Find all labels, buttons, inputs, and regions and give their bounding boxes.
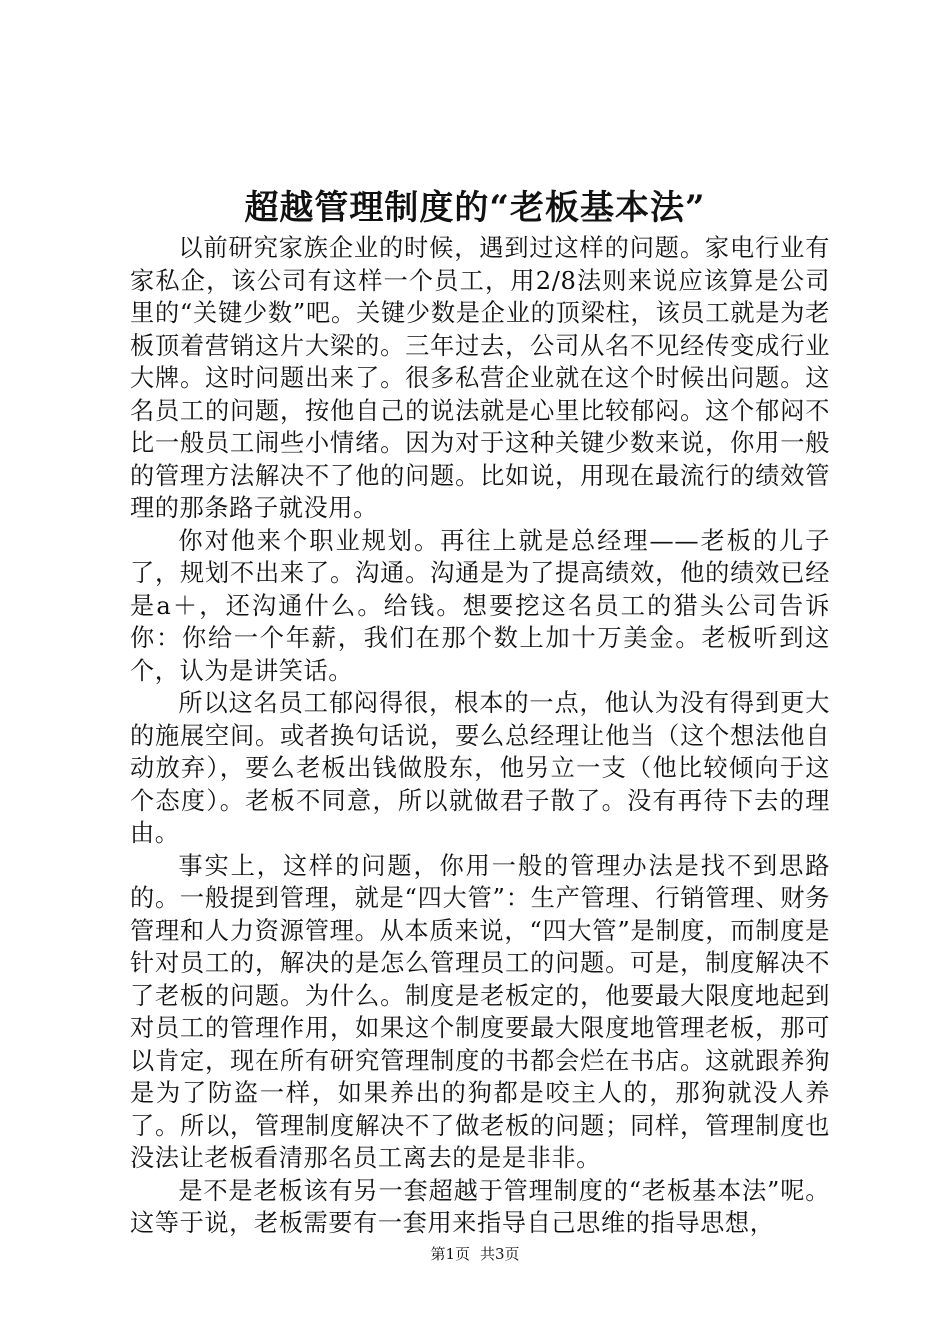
paragraph: 事实上，这样的问题，你用一般的管理办法是找不到思路的。一般提到管理，就是“四大管”：生产管理、行销管理、财务管理和人力资源管理。从本质来说，“四大管”是制度，而制度是针对员工的，解决的是怎么管理员工的问题。可是，制度解决不了老板的问题。为什么。制度是老板定的，他要最大限度地起到对员工的管理作用，如果这个制度要最大限度地管理老板，那可以肯定，现在所有研究管理制度的书都会烂在书店。这就跟养狗是为了防盗一样，如果养出的狗都是咬主人的，那狗就没人养了。所以，管理制度解决不了做老板的问题；同样，管理制度也没法让老板看清那名员工离去的是是非非。 xyxy=(130,851,830,1172)
paragraph: 你对他来个职业规划。再往上就是总经理——老板的儿子了，规划不出来了。沟通。沟通是为了提高绩效，他的绩效已经是a＋，还沟通什么。给钱。想要挖这名员工的猎头公司告诉你：你给一个年薪，我们在那个数上加十万美金。老板听到这个，认为是讲笑话。 xyxy=(130,526,830,685)
paragraph: 是不是老板该有另一套超越于管理制度的“老板基本法”呢。这等于说，老板需要有一套用来指导自己思维的指导思想， xyxy=(130,1176,830,1237)
document-title: 超越管理制度的“老板基本法” xyxy=(244,188,706,228)
document-body xyxy=(130,232,830,1240)
paragraph: 所以这名员工郁闷得很，根本的一点，他认为没有得到更大的施展空间。或者换句话说，要么总经理让他当（这个想法他自动放弃），要么老板出钱做股东，他另立一支（他比较倾向于这个态度）。老板不同意，所以就做君子散了。没有再待下去的理由。 xyxy=(130,689,830,847)
page-footer xyxy=(0,1244,950,1264)
page-number: 第1页 xyxy=(430,1245,470,1263)
page-total: 共3页 xyxy=(480,1245,520,1263)
paragraph: 以前研究家族企业的时候，遇到过这样的问题。家电行业有家私企，该公司有这样一个员工，用2/8法则来说应该算是公司里的“关键少数”吧。关键少数是企业的顶梁柱，该员工就是为老板顶着营销这片大梁的。三年过去，公司从名不见经传变成行业大牌。这时问题出来了。很多私营企业就在这个时候出问题。这名员工的问题，按他自己的说法就是心里比较郁闷。这个郁闷不比一般员工闹些小情绪。因为对于这种关键少数来说，你用一般的管理方法解决不了他的问题。比如说，用现在最流行的绩效管理的那条路子就没用。 xyxy=(130,234,830,522)
